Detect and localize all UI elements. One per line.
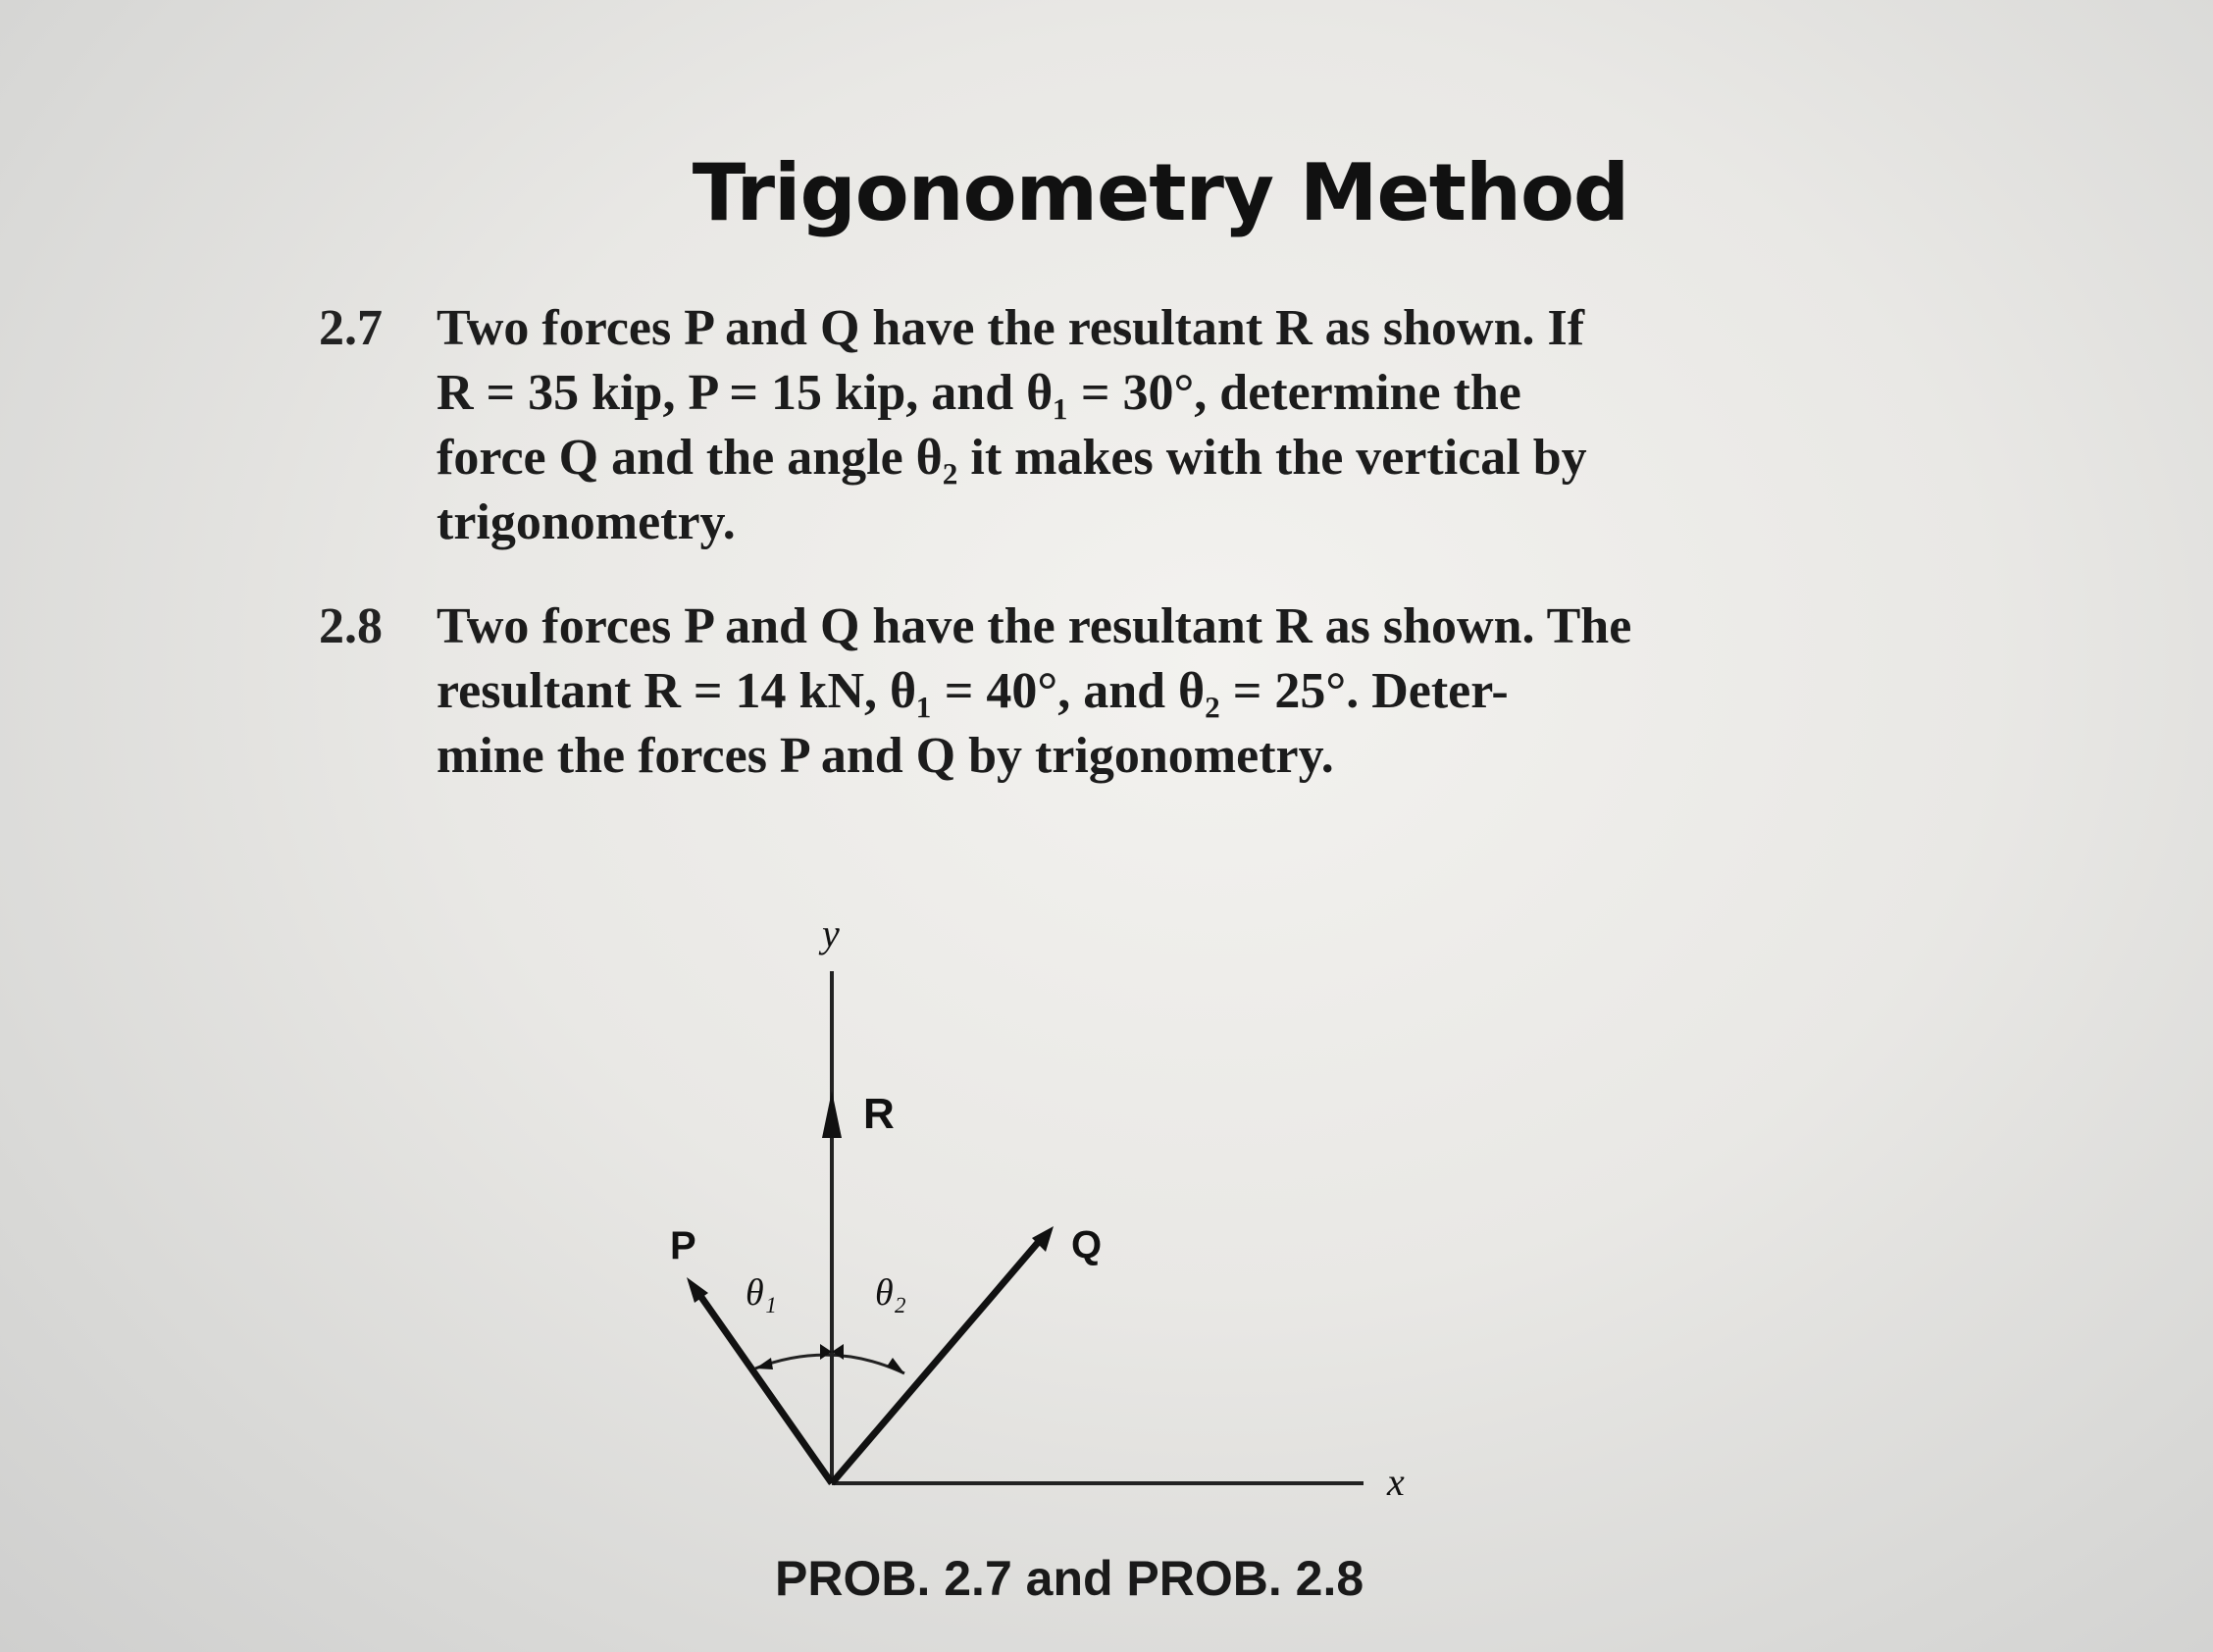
- problem-line: mine the forces P and Q by trigonometry.: [437, 728, 1334, 784]
- y-axis-label: y: [822, 911, 840, 955]
- problem-number: 2.8: [319, 598, 383, 654]
- P-vector: [698, 1293, 832, 1483]
- R-label: R: [863, 1090, 895, 1138]
- section-heading: Trigonometry Method: [692, 147, 1629, 238]
- theta1-arc-arrow: [755, 1358, 773, 1369]
- theta1-label: θ₁: [746, 1272, 777, 1314]
- P-label: P: [670, 1224, 696, 1267]
- Q-label: Q: [1071, 1223, 1103, 1266]
- problem-number: 2.7: [319, 300, 383, 356]
- x-axis-label: x: [1387, 1460, 1405, 1504]
- problem-line: force Q and the angle θ₂ it makes with the vertical by: [437, 430, 1587, 486]
- theta2-label: θ₂: [875, 1272, 906, 1314]
- problem-line: R = 35 kip, P = 15 kip, and θ₁ = 30°, determine the: [437, 365, 1521, 421]
- problem-line: trigonometry.: [437, 494, 736, 550]
- R-arrowhead: [822, 1091, 842, 1138]
- problem-line: resultant R = 14 kN, θ₁ = 40°, and θ₂ = 25°. Deter-: [437, 663, 1509, 719]
- problem-line: Two forces P and Q have the resultant R as shown. If: [437, 300, 1585, 356]
- problem-line: Two forces P and Q have the resultant R as shown. The: [437, 598, 1632, 654]
- figure-caption: PROB. 2.7 and PROB. 2.8: [775, 1551, 1364, 1606]
